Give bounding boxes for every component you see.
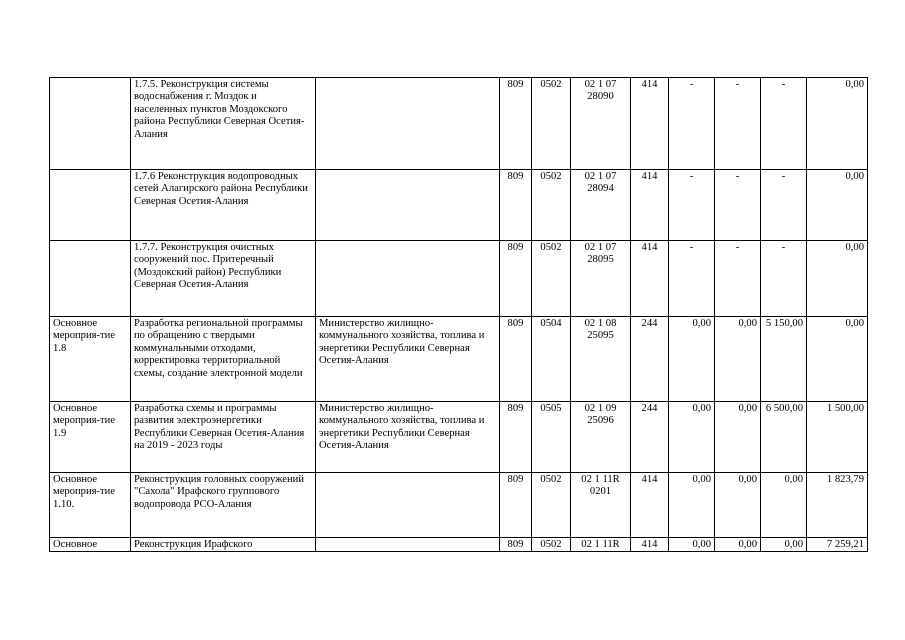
row-csr-cell: 02 1 11R 0201 (571, 473, 631, 538)
row-vr-cell: 244 (631, 317, 669, 402)
row-year4-cell: 0,00 (807, 170, 868, 241)
row-vr-cell: 414 (631, 170, 669, 241)
row-csr-cell: 02 1 09 25096 (571, 402, 631, 473)
table-row (50, 402, 868, 473)
table-row (50, 78, 868, 170)
row-name-cell: Реконструкция Ирафского (131, 538, 316, 552)
row-year2-cell: - (715, 241, 761, 317)
row-year3-cell: 0,00 (761, 538, 807, 552)
row-code-cell: 809 (500, 473, 532, 538)
row-year4-cell: 7 259,21 (807, 538, 868, 552)
row-year1-cell: 0,00 (669, 317, 715, 402)
row-code-cell: 809 (500, 241, 532, 317)
row-status-cell (50, 170, 131, 241)
row-year3-cell: - (761, 241, 807, 317)
row-status-cell: Основное мероприя-тие 1.9 (50, 402, 131, 473)
row-year3-cell: 6 500,00 (761, 402, 807, 473)
row-year2-cell: - (715, 170, 761, 241)
row-responsible-cell (316, 538, 500, 552)
row-year1-cell: 0,00 (669, 402, 715, 473)
row-status-cell (50, 78, 131, 170)
row-name-cell: 1.7.6 Реконструкция водопроводных сетей Алагирского района Республики Северная Осетия-Алания (131, 170, 316, 241)
row-year4-cell: 1 500,00 (807, 402, 868, 473)
row-status-cell (50, 241, 131, 317)
row-responsible-cell: Министерство жилищно-коммунального хозяйства, топлива и энергетики Республики Северная Осетия-Алания (316, 317, 500, 402)
row-responsible-cell (316, 78, 500, 170)
row-year1-cell: - (669, 170, 715, 241)
row-vr-cell: 244 (631, 402, 669, 473)
row-responsible-cell (316, 170, 500, 241)
row-vr-cell: 414 (631, 473, 669, 538)
row-section-cell: 0502 (532, 170, 571, 241)
row-year2-cell: 0,00 (715, 402, 761, 473)
row-responsible-cell: Министерство жилищно-коммунального хозяйства, топлива и энергетики Республики Северная Осетия-Алания (316, 402, 500, 473)
table-row (50, 241, 868, 317)
row-csr-cell: 02 1 11R (571, 538, 631, 552)
row-section-cell: 0502 (532, 538, 571, 552)
table-body (50, 78, 868, 552)
row-year3-cell: 5 150,00 (761, 317, 807, 402)
row-year1-cell: 0,00 (669, 473, 715, 538)
row-code-cell: 809 (500, 538, 532, 552)
row-status-cell: Основное мероприя-тие 1.10. (50, 473, 131, 538)
row-csr-cell: 02 1 08 25095 (571, 317, 631, 402)
row-year1-cell: - (669, 78, 715, 170)
row-code-cell: 809 (500, 317, 532, 402)
row-responsible-cell (316, 241, 500, 317)
table-row (50, 317, 868, 402)
row-section-cell: 0504 (532, 317, 571, 402)
row-year2-cell: 0,00 (715, 317, 761, 402)
row-name-cell: Разработка схемы и программы развития электроэнергетики Республики Северная Осетия-Алания на 2019 - 2023 годы (131, 402, 316, 473)
table-row (50, 170, 868, 241)
row-name-cell: Реконструкция головных сооружений "Сахола" Ирафского группового водопровода РСО-Алания (131, 473, 316, 538)
row-responsible-cell (316, 473, 500, 538)
row-csr-cell: 02 1 07 28094 (571, 170, 631, 241)
row-status-cell: Основное (50, 538, 131, 552)
row-vr-cell: 414 (631, 538, 669, 552)
row-year1-cell: 0,00 (669, 538, 715, 552)
row-year3-cell: - (761, 78, 807, 170)
row-csr-cell: 02 1 07 28095 (571, 241, 631, 317)
row-csr-cell: 02 1 07 28090 (571, 78, 631, 170)
row-name-cell: 1.7.7. Реконструкция очистных сооружений пос. Притеречный (Моздокский район) Республики Северная Осетия-Алания (131, 241, 316, 317)
row-year3-cell: - (761, 170, 807, 241)
row-year1-cell: - (669, 241, 715, 317)
row-code-cell: 809 (500, 170, 532, 241)
row-section-cell: 0502 (532, 241, 571, 317)
row-year4-cell: 0,00 (807, 241, 868, 317)
row-year2-cell: 0,00 (715, 473, 761, 538)
row-year3-cell: 0,00 (761, 473, 807, 538)
row-vr-cell: 414 (631, 241, 669, 317)
row-status-cell: Основное мероприя-тие 1.8 (50, 317, 131, 402)
row-vr-cell: 414 (631, 78, 669, 170)
row-year4-cell: 1 823,79 (807, 473, 868, 538)
row-name-cell: Разработка региональной программы по обращению с твердыми коммунальными отходами, корректировка территориальной схемы, создание электронной модели (131, 317, 316, 402)
row-year4-cell: 0,00 (807, 317, 868, 402)
row-year2-cell: 0,00 (715, 538, 761, 552)
row-section-cell: 0502 (532, 473, 571, 538)
row-code-cell: 809 (500, 402, 532, 473)
row-section-cell: 0502 (532, 78, 571, 170)
row-year4-cell: 0,00 (807, 78, 868, 170)
row-name-cell: 1.7.5. Реконструкция системы водоснабжения г. Моздок и населенных пунктов Моздокского района Республики Северная Осетия-Алания (131, 78, 316, 170)
table-row (50, 538, 868, 552)
table-row (50, 473, 868, 538)
row-code-cell: 809 (500, 78, 532, 170)
row-year2-cell: - (715, 78, 761, 170)
row-section-cell: 0505 (532, 402, 571, 473)
budget-table (49, 77, 868, 552)
